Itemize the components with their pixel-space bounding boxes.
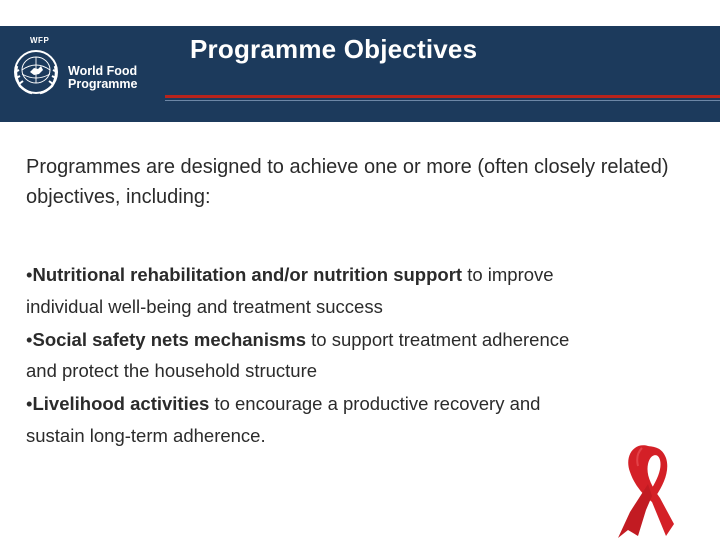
logo-name-line1: World Food: [68, 64, 138, 78]
header-red-rule: [165, 95, 720, 98]
bullet-text-continued: individual well-being and treatment success: [26, 295, 383, 317]
bullet-text-continued: sustain long-term adherence.: [26, 424, 266, 446]
wfp-logo: [8, 36, 153, 100]
objectives-list: [26, 258, 716, 452]
bullet-mark: •: [26, 328, 33, 350]
bullet-bold-text: Livelihood activities: [32, 393, 210, 414]
logo-abbreviation: WFP: [30, 36, 50, 45]
page-title: Programme Objectives: [190, 34, 478, 64]
bullet-text: to improve: [462, 264, 554, 285]
header-light-rule: [165, 100, 720, 101]
list-item: [26, 258, 716, 321]
bullet-bold-text: Social safety nets mechanisms: [32, 328, 307, 350]
logo-name: [68, 65, 158, 91]
bullet-mark: •: [26, 264, 33, 285]
bullet-text: to support treatment adherence: [306, 328, 570, 350]
bullet-bold-text: Nutritional rehabilitation and/or nutrition support: [32, 264, 463, 285]
wfp-emblem-icon: [10, 46, 62, 98]
bullet-text-continued: and protect the household structure: [26, 360, 318, 381]
intro-paragraph: Programmes are designed to achieve one or more (often closely related) objectives, including:: [26, 156, 669, 208]
bullet-mark: •: [26, 393, 33, 414]
red-awareness-ribbon-icon: [612, 438, 676, 540]
bullet-text: to encourage a productive recovery and: [209, 393, 541, 414]
list-item: [26, 323, 716, 386]
logo-name-line2: Programme: [68, 77, 138, 91]
